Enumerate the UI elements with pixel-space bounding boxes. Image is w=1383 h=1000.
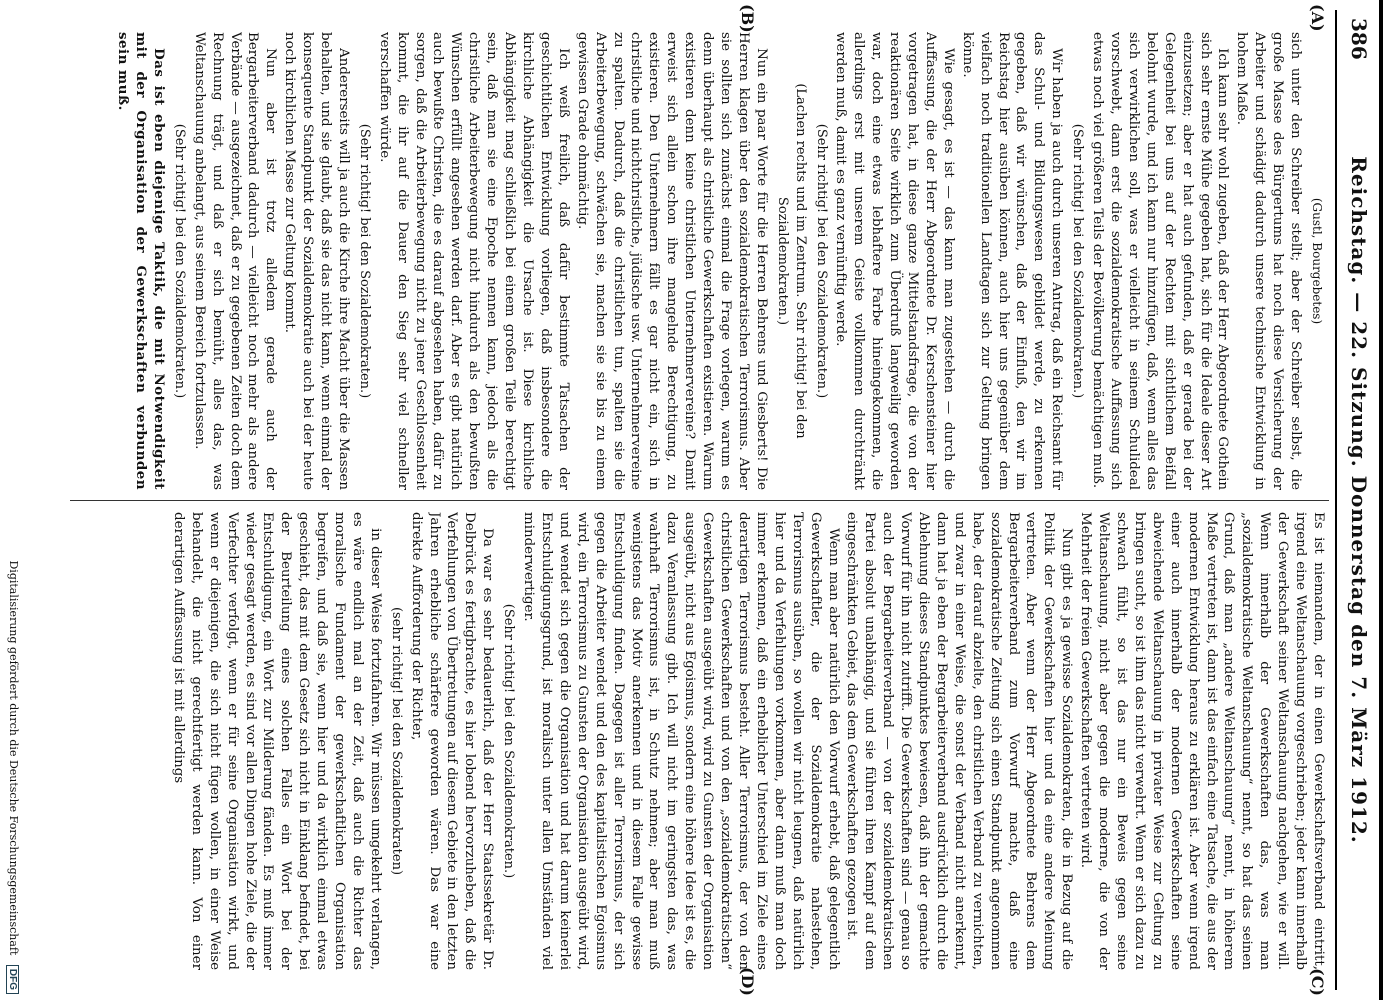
paragraph: Andererseits will ja auch die Kirche ihre Macht über die Massen behalten, und sie glaubt, daß sie das nicht kann, wenn einmal der konsequente Standpunkt der Sozialdemokratie auch bei der heute noch kirchlichen Masse zur Geltung kommt. bbox=[282, 32, 351, 490]
page-number: 386 bbox=[1347, 18, 1371, 60]
interjection: (Sehr richtig! bei den Sozialdemokraten.) bbox=[356, 123, 372, 399]
interjection: (sehr richtig! bei den Sozialdemokraten) bbox=[388, 606, 404, 876]
paragraph: sich unter den Schreiber stellt; aber der Schreiber selbst, die große Masse des Bürgertums hat noch diese Versicherung der Arbeiter und schädigt dadurch unsere technische Entwicklung in hohem Maße. bbox=[1234, 32, 1304, 490]
paragraph: Ich kann sehr wohl zugeben, daß der Herr Abgeordnete Gothein sich sehr ernste Mühe gegeben hat, sich für die Ideale dieser Art einzusetzen; aber er hat auch gefunden, daß er gerade bei der Gelegenheit bei uns auf der Rechten mit sichtlichem Beifall belohnt wurde, und ich kann nur hinzufügen, daß, wenn alles das sich verwirklichen soll, was er vielleicht in seinem Schulideal vorschwebt, dann erst die sozialdemokratische Auffassung sich etwas noch viel größeren Teils der Bevölkerung bemächtigen muß. bbox=[1090, 32, 1231, 490]
paragraph: Wenn man aber natürlich den Vorwurf erhebt, daß gelegentlich Gewerkschaftler, die der Sozialdemokratie nahestehen, Terrorismus ausüben, so wollen wir nicht leugnen, daß natürlich hier und da Verfehlungen vorkommen, aber dann muß man doch immer erkennen, daß ein erheblicher Unterschied im Ziele eines derartigen Terrorismus besteht. Aller Terrorismus, der von den christlichen Gewerkschaften und von den „sozialdemokratischen“ Gewerkschaften ausgeübt wird, wird zu Gunsten der Organisation ausgeübt, nicht aus Egoismus, sondern eine höhere Idee ist es, die dazu Veranlassung gibt. Ich will nicht im geringsten das, was wahrhaft Terrorismus ist, in Schutz nehmen; aber man muß wenigstens das Motiv anerkennen und in diesem Falle gewisse Entschuldigung finden. Dagegen ist aller Terrorismus, der sich gegen die Arbeiter wendet und den des kapitalistischen Egoismus wird, ein Terrorismus zu Gunsten der Organisation ausgeübt wird, und wendet sich gegen die Organisation und hat darum keinerlei Entschuldigungsgrund, ist moralisch unter allen Umständen viel minderwertiger. bbox=[521, 512, 841, 970]
interjection: (Sehr richtig! bei den Sozialdemokraten.) bbox=[171, 123, 187, 399]
paragraph: in dieser Weise fortzufahren. Wir müssen umgekehrt verlangen, es wäre endlich mal an der Zeit, daß auch die Richter das moralische Fundament der gewerkschaftlichen Organisation begreifen, und daß sie, wenn hier und da wirklich einmal etwas geschieht, das mit dem Gesetz sich nicht in Einklang befindet, bei der Beurteilung eines solchen Falles ein Wort bei der Entschuldigung, ein Wort zur Milderung fänden. Es muß immer wieder gesagt werden, es sind vor allen Dingen hohe Ziele, die der Verfechter verfolgt, wenn er für seine Organisation wirkt, und wenn er diejenigen, die sich nicht fügen wollen, in einer Weise behandelt, die nicht gerechtfertigt werden kann. Von einer derartigen Auffassung ist mit allerdings bbox=[170, 512, 383, 970]
paragraph: Das ist eben diejenige Taktik, die mit Notwendigkeit mit der Organisation der Gewerkschaften verbunden sein muß. bbox=[115, 32, 167, 490]
margin-mark-a: (A) bbox=[1308, 4, 1327, 32]
top-rule bbox=[1379, 0, 1383, 1000]
margin-mark-d: (D) bbox=[738, 966, 757, 996]
page-title: Reichstag. — 22. Sitzung. Donnerstag den 7. März 1912. bbox=[1347, 156, 1371, 844]
paragraph: Da war es sehr bedauerlich, daß der Herr Staatssekretär Dr. Delbrück es fertigbrachte, es hier lobend hervorzuheben, daß die Verfehlungen von Übertretungen auf diesem Gebiete in den letzten Jahren erhebliche schärfere geworden wären. Das war eine direkte Aufforderung der Richter, bbox=[408, 512, 496, 970]
header-rule bbox=[1335, 10, 1337, 990]
paragraph: Es ist niemandem, der in einen Gewerkschaftsverband eintritt, irgend eine Weltanschauung vorgeschrieben; jeder kann innerhalb der Gewerkschaft seiner Weltanschauung nachgehen, wie er will. Wenn innerhalb der Gewerkschaften das, was man „sozialdemokratische Weltanschauung“ nennt, so hat das seinen Grund, daß man „andere Weltanschauung“ nennt, in höherem Maße vertreten ist, dann ist das einfach eine Tatsache, die aus der modernen Entwicklung heraus zu erklären ist. Aber wenn irgend einer auch innerhalb der modernen Gewerkschaften seine abweichende Weltanschauung in privater Weise zur Geltung zu bringen sucht, so ist ihm das nicht verwehrt. Wenn er sich dazu zu schwach fühlt, so ist das nur ein Beweis gegen seine Weltanschauung, nicht aber gegen die moderne, die von der Mehrheit der freien Gewerkschaften vertreten wird. bbox=[1078, 512, 1326, 970]
interjection: (Lachen rechts und im Zentrum. Sehr richtig! bei den Sozialdemokraten.) bbox=[774, 83, 808, 439]
column-divider bbox=[70, 500, 1329, 501]
speaker-note: (Gustl, Bourgebetes) bbox=[1310, 197, 1324, 325]
paragraph: Wir haben ja auch durch unseren Antrag, daß ein Reichsamt für das Schul- und Bildungswesen gebildet werde, zu erkennen gegeben, daß wir wünschen, daß der Einfluß, den wir im Reichstag hier ausüben können, auch hier uns gegenüber dem vielfach noch traditionellen Landtagen sich zur Geltung bringen könne. bbox=[959, 32, 1065, 490]
paragraph: Ich weiß freilich, daß dafür bestimmte Tatsachen der geschichtlichen Entwicklung vorliegen, daß insbesondere die kirchliche Abhängigkeit die Ursache ist. Diese kirchliche Abhängigkeit mag schließlich bei einem großen Teile berechtigt sein, daß man sie eine Epoche nennen kann, jedoch als die christliche Arbeiterbewegung nicht hindurch als den bewußten Wünschen erfüllt angesehen werden darf. Aber es gibt natürlich auch bewußte Christen, die es darauf abgesehen haben, dafür zu sorgen, daß die Arbeiterbewegung nicht zu jener Geschlossenheit kommt, die ihr auf die Dauer den Sieg sehr viel schneller verschaffen würde. bbox=[376, 32, 571, 490]
right-column bbox=[40, 512, 1327, 970]
margin-mark-c: (C) bbox=[1308, 968, 1327, 996]
interjection: (Sehr richtig! bei den Sozialdemokraten.) bbox=[813, 123, 829, 399]
interjection: (Sehr richtig! bei den Sozialdemokraten.) bbox=[1070, 123, 1086, 399]
credit-text: Digitalisierung gefördert durch die Deutsche Forschungsgemeinschaft bbox=[7, 560, 20, 956]
digitization-credit bbox=[6, 560, 20, 994]
interjection: (Sehr richtig! bei den Sozialdemokraten.) bbox=[501, 603, 517, 879]
margin-mark-b: (B) bbox=[738, 4, 757, 33]
paragraph: Nun gibt es ja gewisse Sozialdemokraten, die in Bezug auf die Politik der Gewerkschaften hier und da eine andere Meinung vertreten. Aber wenn der Herr Abgeordnete Behrens dem Bergarbeiterverband zum Vorwurf machte, daß eine sozialdemokratische Zeitung sich einen Standpunkt angenommen habe, der darauf abzielte, den christlichen Verband zu vernichten, und zwar in einer Weise, die sonst der Verband nicht anerkennt, dann hat ja eben der Bergarbeiterverband ausdrücklich durch die Ablehnung dieses Standpunktes bewiesen, daß ihn der gemachte Vorwurf für ihn nicht zutrifft. Die Gewerkschaften sind — genau so auch der Bergarbeiterverband — von der sozialdemokratischen Partei absolut unabhängig, und sie führen ihren Kampf auf dem eingeschränkten Gebiet, das dem Gewerkschaften gezogen ist. bbox=[844, 512, 1075, 970]
left-column bbox=[40, 32, 1327, 490]
paragraph: Nun aber ist trotz alledem gerade auch der Bergarbeiterverband dadurch — vielleicht noch mehr als andere Verbände — ausgezeichnet, daß er zu gegebenen Zeiten doch dem Rechnung trägt, und daß er sich bemüht, alles das, was Weltanschauung anbelangt, aus seinem Bereich fortzulassen. bbox=[191, 32, 279, 490]
paragraph: Wie gesagt, es ist — das kann man zugestehen — durch die Auffassung, die der Herr Abgeordnete Dr. Kerschensteiner hier vorgetragen hat, in diese ganze Mittelstandsfrage, die von der reaktionären Seite wirklich zum Überdruß langweilig geworden war, doch eine etwas lebhaftere Farbe hineingekommen, die allerdings erst mit unserem Geiste vollkommen durchtränkt werden muß, damit es ganz vernünftig werde. bbox=[833, 32, 956, 490]
page-header bbox=[1343, 10, 1375, 990]
paragraph: Nun ein paar Worte für die Herren Behrens und Giesberts! Die Herren klagen über den sozialdemokratischen Terrorismus. Aber sie sollten sich zunächst einmal die Frage vorlegen, warum es denn überhaupt als christliche Gewerkschaften existieren. Warum existieren denn keine christlichen Unternehmervereine? Damit erweist sich allein schon ihre mangelnde Berechtigung, zu existieren. Den Unternehmern fällt es gar nicht ein, sich in christliche und nichtchristliche, jüdische usw. Unternehmervereine zu spalten. Dadurch, daß die christlichen tun, spalten sie die Arbeiterbewegung, schwächen sie, machen sie sie bis zu einem gewissen Grade ohnmächtig. bbox=[574, 32, 769, 490]
dfg-logo: DFG bbox=[6, 965, 19, 994]
